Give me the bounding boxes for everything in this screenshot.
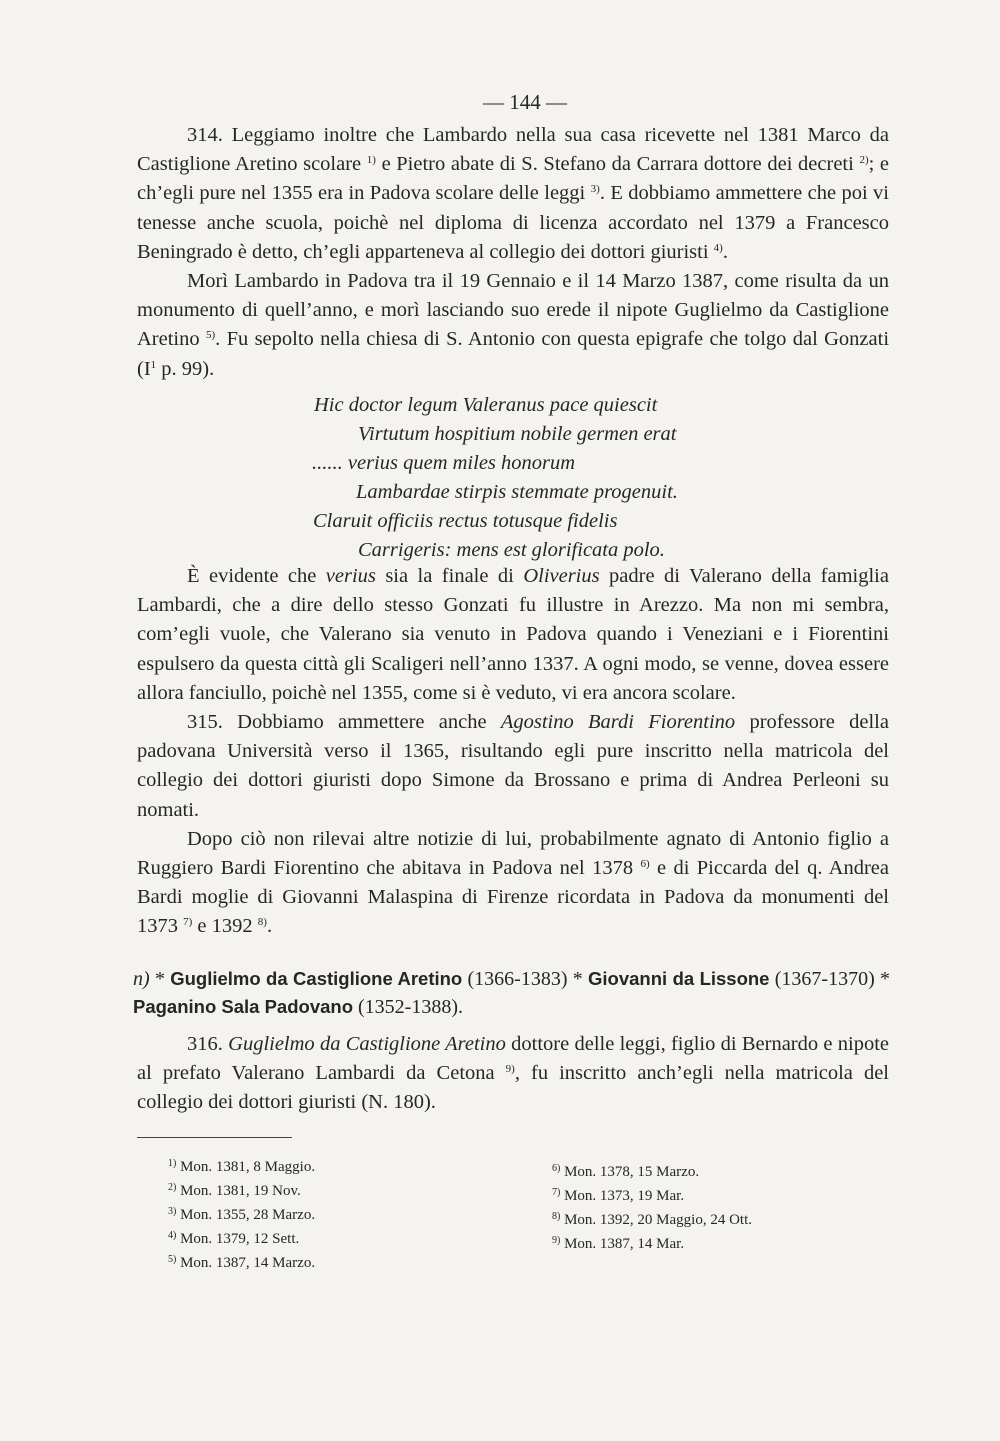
- footnote-ref: 7): [183, 916, 193, 929]
- epigraph-line-3: ...... verius quem miles honorum: [312, 452, 576, 474]
- footnote-text: Mon. 1387, 14 Marzo.: [180, 1255, 316, 1271]
- section-n-heading: [133, 965, 890, 1021]
- text: padre di Valerano della famiglia Lambardi, che a dire dello stesso Gonzati fu illustre in Arezzo. Ma non mi sembra, com’egli vuole, che Valerano sia venuto in Padova quando i Veneziani e i Fiorentini espulsero da questa città gli Scaligeri nell’anno 1337. A ogni modo, se venne, dovea essere allora fanciullo, poichè nel 1355, come si è veduto, vi era ancora scolare.: [137, 565, 889, 704]
- italic-text: Guglielmo da Castiglione Aretino: [228, 1033, 506, 1055]
- text: (1366-1383): [462, 968, 573, 990]
- paragraph-314: [137, 121, 889, 267]
- italic-text: verius: [325, 565, 376, 587]
- footnote-text: Mon. 1387, 14 Mar.: [564, 1236, 685, 1252]
- text: e 1392: [192, 915, 253, 938]
- text: Dopo ciò non rilevai altre notizie di lui, probabilmente agnato di Antonio figlio a Ruggiero Bardi Fiorentino che abitava in Padova nel 1378: [137, 827, 889, 880]
- footnote-text: Mon. 1373, 19 Mar.: [564, 1188, 685, 1204]
- footnote-ref: 4): [713, 241, 723, 254]
- footnote-text: Mon. 1355, 28 Marzo.: [180, 1207, 316, 1223]
- main-text-block-2: [137, 562, 889, 942]
- footnote-number: 4): [168, 1230, 177, 1241]
- epigraph-line-5: Claruit officiis rectus totusque fidelis: [313, 510, 618, 532]
- paragraph-315: [137, 708, 889, 825]
- text: sia la finale di: [375, 565, 524, 587]
- footnote-ref: 5): [205, 329, 216, 342]
- paragraph-evidente: [137, 562, 889, 708]
- main-text-block-3: [137, 1030, 889, 1118]
- footnote-text: Mon. 1379, 12 Sett.: [180, 1231, 300, 1247]
- text: 316.: [187, 1033, 229, 1055]
- footnote: [168, 1155, 315, 1179]
- footnote-text: Mon. 1381, 19 Nov.: [180, 1183, 301, 1199]
- text: professore della padovana Università verso il 1365, risultando egli pure inscritto nella matricola del collegio dei dottori giuristi dopo Simone da Brossano e prima di Andrea Perleoni su nomati.: [137, 711, 889, 821]
- footnote-ref: 2): [859, 154, 869, 167]
- footnote-ref: 9): [505, 1063, 515, 1076]
- text: , fu inscritto anch’egli nella matricola del collegio dei dottori giuristi (N. 180).: [137, 1062, 889, 1114]
- footnote-ref: 1): [366, 154, 376, 167]
- text: 314. Leggiamo inoltre che Lambardo nella sua casa ricevette nel 1381 Marco da Castiglione Aretino scolare: [137, 124, 889, 176]
- text: *: [880, 968, 890, 990]
- footnote-number: 7): [552, 1187, 561, 1198]
- epigraph-line-1: Hic doctor legum Valeranus pace quiescit: [314, 394, 658, 416]
- text: (1367-1370): [769, 968, 880, 990]
- footnote-number: 5): [168, 1254, 177, 1265]
- footnote: [168, 1251, 315, 1275]
- footnote: [552, 1184, 752, 1208]
- footnote: [552, 1232, 752, 1256]
- section-marker: n): [133, 968, 150, 990]
- paragraph-316: [137, 1030, 889, 1118]
- person-name: Guglielmo da Castiglione Aretino: [170, 968, 463, 989]
- italic-text: Agostino Bardi Fiorentino: [500, 711, 736, 734]
- footnote-number: 6): [552, 1163, 561, 1174]
- text: (1352-1388).: [353, 996, 463, 1018]
- footnote-ref: 3): [590, 183, 600, 196]
- footnote: [168, 1203, 315, 1227]
- text: Morì Lambardo in Padova tra il 19 Gennaio e il 14 Marzo 1387, come risulta da un monumento di quell’anno, e morì lasciando suo erede il nipote Guglielmo da Castiglione Aretino: [137, 270, 889, 351]
- text: .: [266, 915, 273, 938]
- footnote-number: 8): [552, 1211, 561, 1222]
- text: *: [149, 968, 171, 990]
- text: e Pietro abate di S. Stefano da Carrara dottore dei decreti: [375, 153, 854, 176]
- superscript: 1: [150, 358, 157, 371]
- text: e di Piccarda del q. Andrea Bardi moglie di Giovanni Malaspina di Firenze ricordata in Padova da monumenti del 1373: [137, 857, 889, 938]
- footnote: [168, 1179, 315, 1203]
- text: dottore delle leggi, figlio di Bernardo e nipote al prefato Valerano Lambardi da Cetona: [137, 1033, 889, 1085]
- person-name: Paganino Sala Padovano: [133, 996, 354, 1017]
- text: . Fu sepolto nella chiesa di S. Antonio con questa epigrafe che tolgo dal Gonzati (I: [137, 328, 890, 380]
- footnotes-left: [168, 1155, 315, 1275]
- text: .: [722, 240, 728, 263]
- text: È evidente che: [187, 565, 326, 587]
- footnote: [552, 1160, 752, 1184]
- text: 315. Dobbiamo ammettere anche: [187, 711, 501, 734]
- epigraph-line-6: Carrigeris: mens est glorificata polo.: [358, 539, 665, 561]
- text: . E dobbiamo ammettere che poi vi tenesse anche scuola, poichè nel diploma di licenza accordato nel 1379 a Francesco Beningrado è detto, ch’egli apparteneva al collegio dei dottori giuristi: [137, 182, 889, 263]
- footnote-number: 1): [168, 1158, 177, 1169]
- epigraph-line-4: Lambardae stirpis stemmate progenuit.: [356, 481, 678, 503]
- page-number: — 144 —: [483, 90, 567, 114]
- italic-text: Oliverius: [523, 565, 600, 587]
- paragraph-mori: [137, 267, 889, 384]
- text: ; e ch’egli pure nel 1355 era in Padova scolare delle leggi: [137, 153, 890, 205]
- footnote: [168, 1227, 315, 1251]
- main-text-block-1: [137, 121, 889, 384]
- footnotes-right: [552, 1160, 752, 1256]
- text: p. 99).: [156, 357, 215, 380]
- footnote-ref: 8): [257, 916, 267, 929]
- footnote-number: 3): [168, 1206, 177, 1217]
- footnote-text: Mon. 1381, 8 Maggio.: [180, 1159, 316, 1175]
- paragraph-dopo: [137, 825, 889, 942]
- footnote-text: Mon. 1378, 15 Marzo.: [564, 1164, 700, 1180]
- text: *: [572, 968, 589, 990]
- footnote-ref: 6): [640, 858, 650, 871]
- epigraph-line-2: Virtutum hospitium nobile germen erat: [358, 423, 677, 445]
- person-name: Giovanni da Lissone: [588, 968, 770, 989]
- footnote-number: 2): [168, 1182, 177, 1193]
- footnote-text: Mon. 1392, 20 Maggio, 24 Ott.: [564, 1212, 753, 1228]
- footnote-divider: [137, 1137, 292, 1138]
- footnote: [552, 1208, 752, 1232]
- footnote-number: 9): [552, 1235, 561, 1246]
